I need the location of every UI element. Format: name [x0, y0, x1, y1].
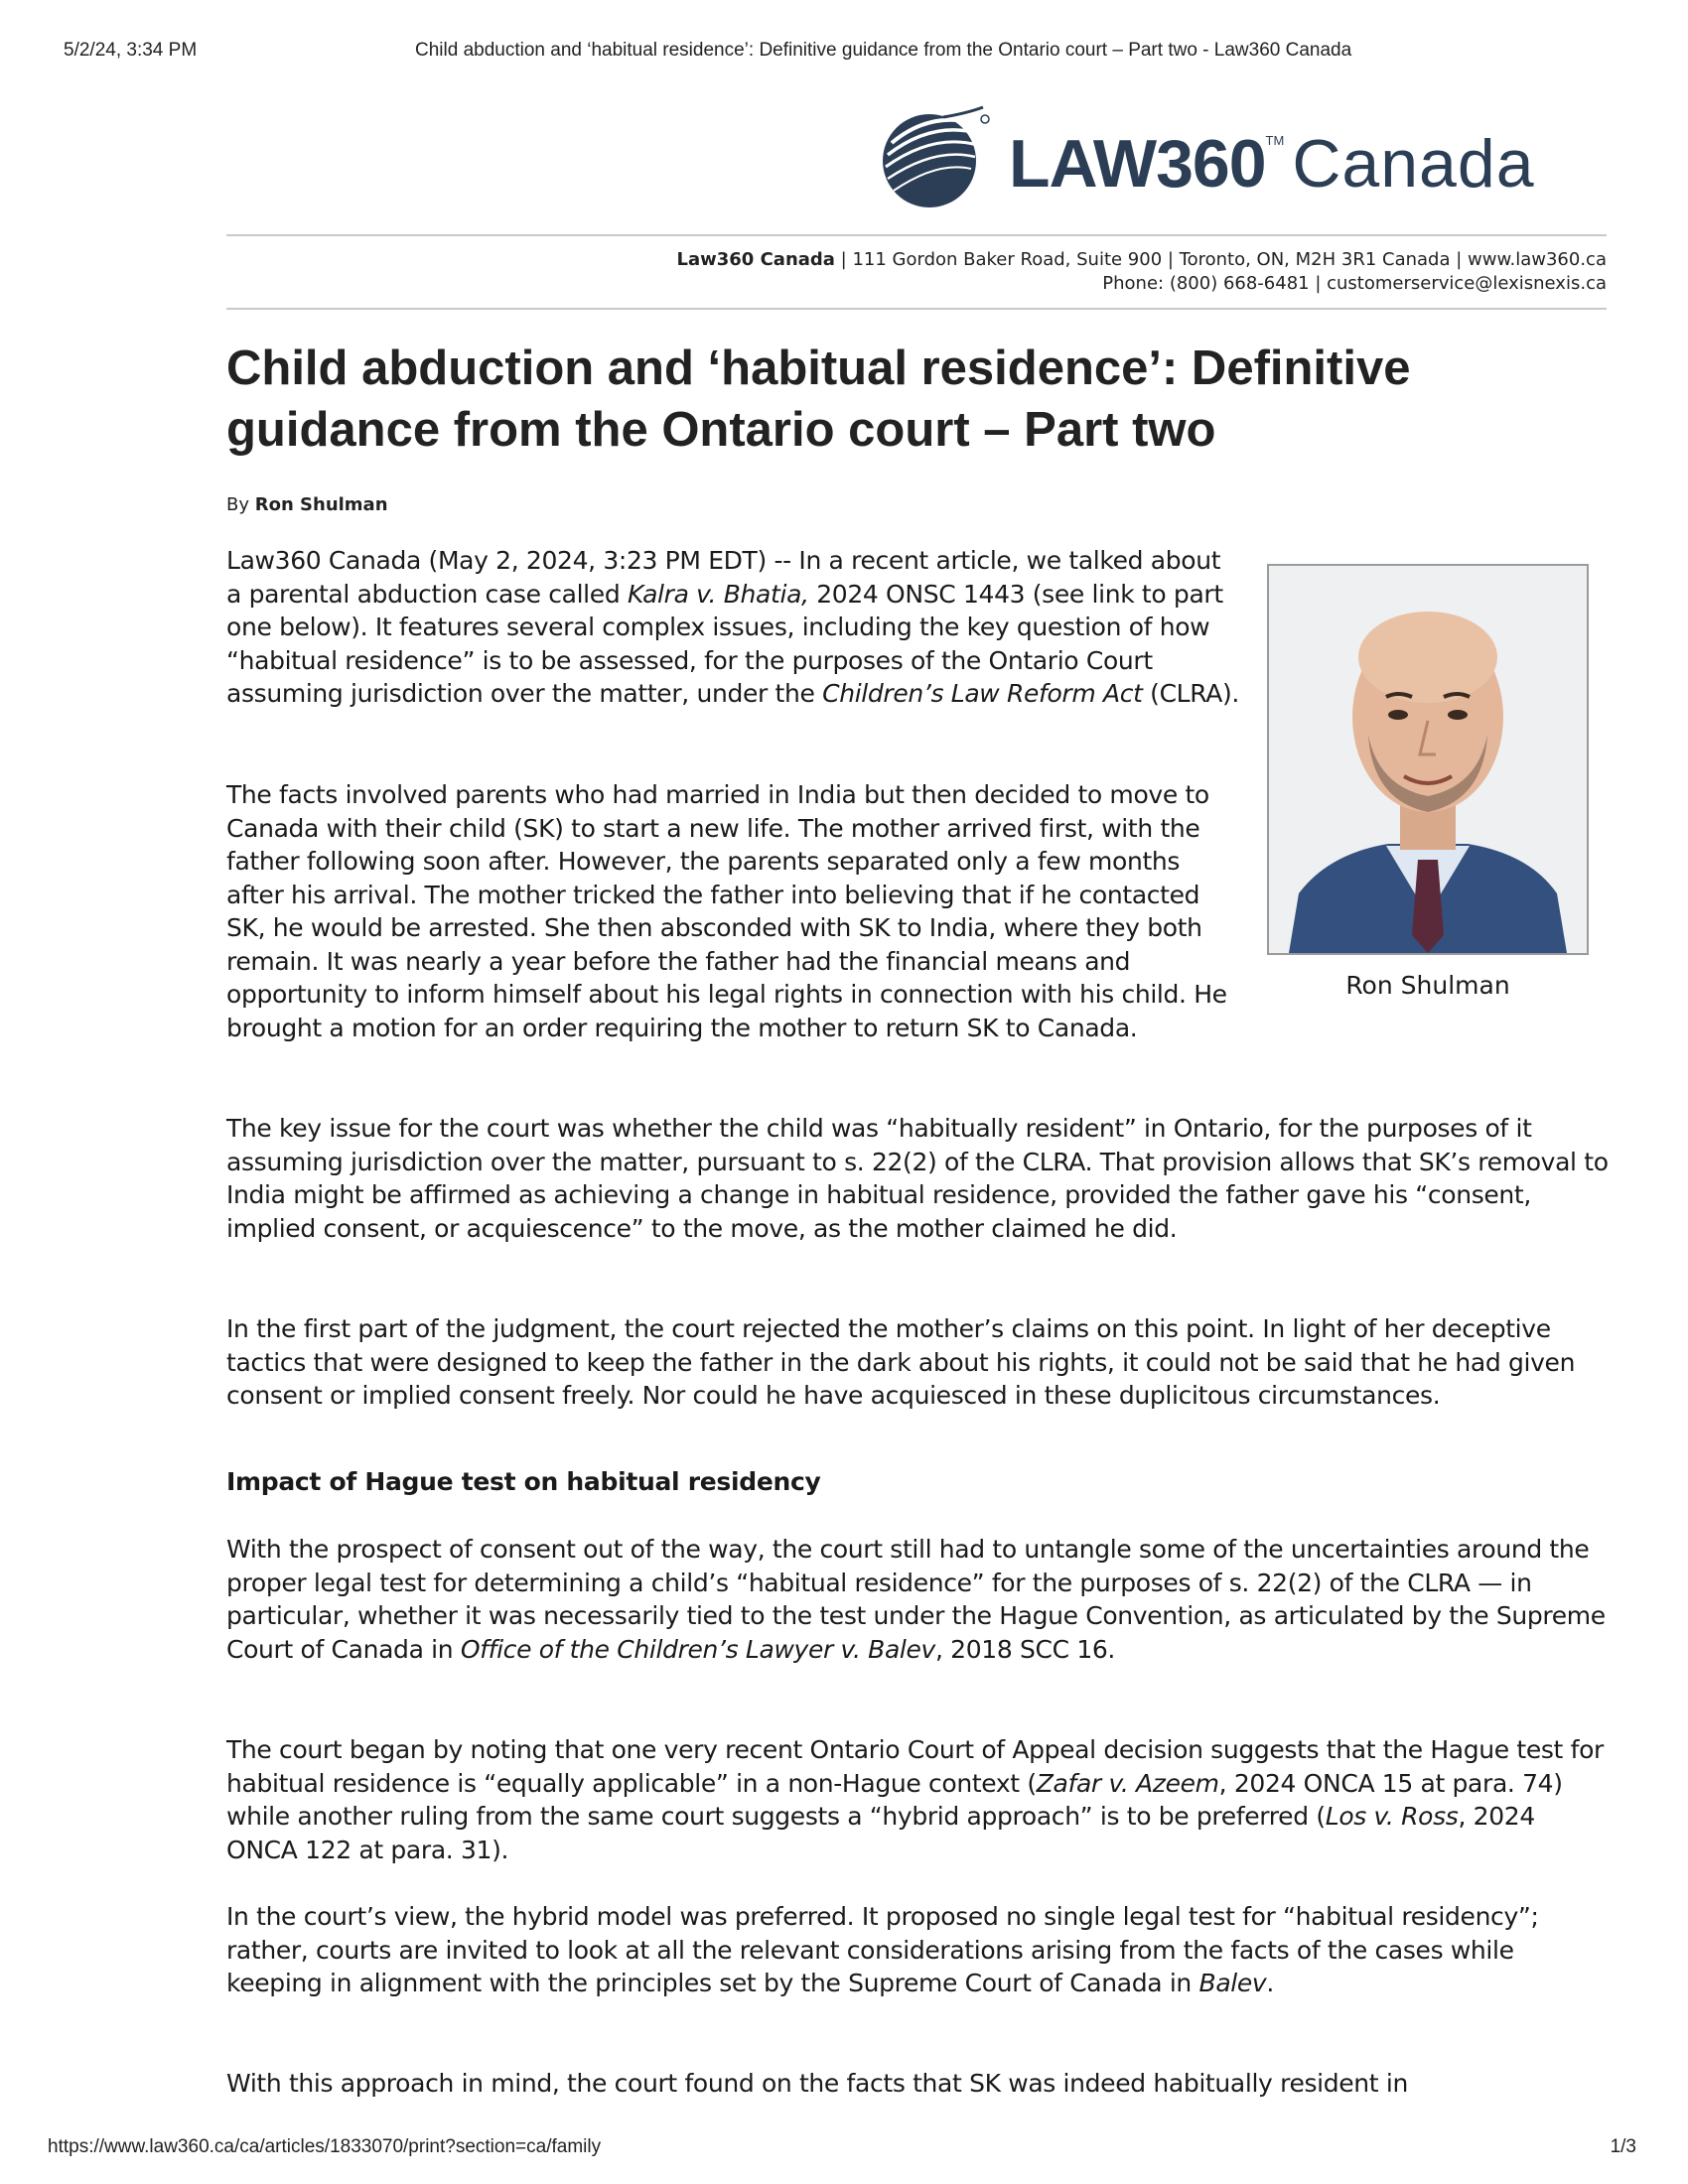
paragraph-8: With this approach in mind, the court found on the facts that SK was indeed habitually resident in [226, 2069, 1408, 2098]
author-photo [1267, 564, 1589, 955]
print-date: 5/2/24, 3:34 PM [64, 40, 198, 61]
p5-text-a: With the prospect of consent out of the way, the court still had to untangle some of the uncertainties around the proper legal test for determining a child’s “habitual residence” for the purposes of s. 22(2) of the CLRA — in particular, whether it was necessarily tied to the test under the Hague Convention, as articulated by the Supreme Court of Canada in [226, 1535, 1606, 1664]
header-divider-top [226, 234, 1607, 236]
p1-text-c: 2024 ONSC 1443 (see link to part one below). It features several complex issues, including the key question of how “habitual residence” is to be assessed, for the purposes of the Ontario Court assuming jurisdiction over the matter, under the [226, 579, 1223, 708]
case-citation-balev-short: Balev [1198, 1969, 1267, 1997]
print-url[interactable]: https://www.law360.ca/ca/articles/1833070/print?section=ca/family [48, 2136, 602, 2157]
case-citation-los: Los v. Ross [1325, 1802, 1459, 1831]
p1-text-e: (CLRA). [1142, 679, 1240, 708]
print-page-title: Child abduction and ‘habitual residence’: Definitive guidance from the Ontario court – Part two - Law360 Canada [415, 40, 1352, 61]
paragraph-1 [226, 544, 1239, 711]
p7-text-a: In the court’s view, the hybrid model was preferred. It proposed no single legal test for “habitual residency”; rather, courts are invited to look at all the relevant considerations arising from the facts of the cases while keeping in alignment with the principles set by the Supreme Court of Canada in [226, 1902, 1539, 1997]
photo-caption: Ron Shulman [1345, 971, 1510, 1000]
section-subheading: Impact of Hague test on habitual residency [226, 1467, 821, 1496]
paragraph-2: The facts involved parents who had married in India but then decided to move to Canada with their child (SK) to start a new life. The mother arrived first, with the father following soon after. However, the parents separated only a few months after his arrival. The mother tricked the father into believing that if he contacted SK, he would be arrested. She then absconded with SK to India, where they both remain. It was nearly a year before the father had the financial means and opportunity to inform himself about his legal rights in connection with his child. He brought a motion for an order requiring the mother to return SK to Canada. [226, 780, 1227, 1042]
paragraph-3: The key issue for the court was whether the child was “habitually resident” in Ontario, for the purposes of it assuming jurisdiction over the matter, pursuant to s. 22(2) of the CLRA. That provision allows that SK’s removal to India might be affirmed as achieving a change in habitual residence, provided the father gave his “consent, implied consent, or acquiescence” to the move, as the mother claimed he did. [226, 1114, 1609, 1243]
logo-brand: LAW360 [1009, 126, 1266, 202]
paragraph-7 [226, 1900, 1609, 2000]
globe-arc-icon [872, 103, 995, 212]
p6-text-c: , 2024 ONCA 15 at para. 74) while another ruling from the same court suggests a “hybrid approach” is to be preferred ( [226, 1768, 1563, 1831]
contact-address: | 111 Gordon Baker Road, Suite 900 | Toronto, ON, M2H 3R1 Canada | www.law360.ca [834, 249, 1607, 270]
logo-wordmark [1009, 125, 1535, 203]
logo-trademark: TM [1265, 133, 1285, 148]
paragraph-6 [226, 1733, 1609, 1866]
header-divider-bottom [226, 308, 1607, 310]
p7-text-c: . [1266, 1969, 1274, 1997]
author-portrait-image [1269, 566, 1587, 953]
article-title: Child abduction and ‘habitual residence’: Definitive guidance from the Ontario court – Part two [226, 341, 1411, 457]
print-header [0, 38, 1688, 68]
page-number: 1/3 [1610, 2136, 1636, 2157]
p6-text-a: The court began by noting that one very recent Ontario Court of Appeal decision suggests that the Hague test for habitual residence is “equally applicable” in a non-Hague context ( [226, 1735, 1604, 1798]
publisher-contact [226, 248, 1607, 296]
logo-region: Canada [1292, 126, 1535, 202]
byline [226, 494, 388, 515]
contact-publisher-name: Law360 Canada [676, 249, 835, 270]
p5-text-c: , 2018 SCC 16. [934, 1634, 1116, 1664]
contact-line-address [226, 248, 1607, 272]
statute-clra: Children’s Law Reform Act [822, 679, 1143, 708]
case-citation-balev: Office of the Children’s Lawyer v. Balev [460, 1634, 935, 1664]
byline-prefix: By [226, 494, 255, 515]
contact-line-phone: Phone: (800) 668-6481 | customerservice@lexisnexis.ca [1102, 273, 1607, 294]
author-name[interactable]: Ron Shulman [254, 494, 388, 515]
p6-text-e: , 2024 ONCA 122 at para. 31). [226, 1802, 1535, 1864]
paragraph-4: In the first part of the judgment, the court rejected the mother’s claims on this point. In light of her deceptive tactics that were designed to keep the father in the dark about his rights, it could not be said that he had given consent or implied consent freely. Nor could he have acquiesced in these duplicitous circumstances. [226, 1314, 1576, 1410]
paragraph-5 [226, 1533, 1609, 1666]
law360-canada-logo[interactable] [872, 103, 1587, 212]
p1-text-a: Law360 Canada (May 2, 2024, 3:23 PM EDT) -- In a recent article, we talked about a parental abduction case called [226, 546, 1221, 609]
case-citation-zafar: Zafar v. Azeem [1036, 1768, 1219, 1798]
print-footer [0, 2136, 1688, 2166]
case-citation-kalra: Kalra v. Bhatia, [627, 579, 809, 609]
